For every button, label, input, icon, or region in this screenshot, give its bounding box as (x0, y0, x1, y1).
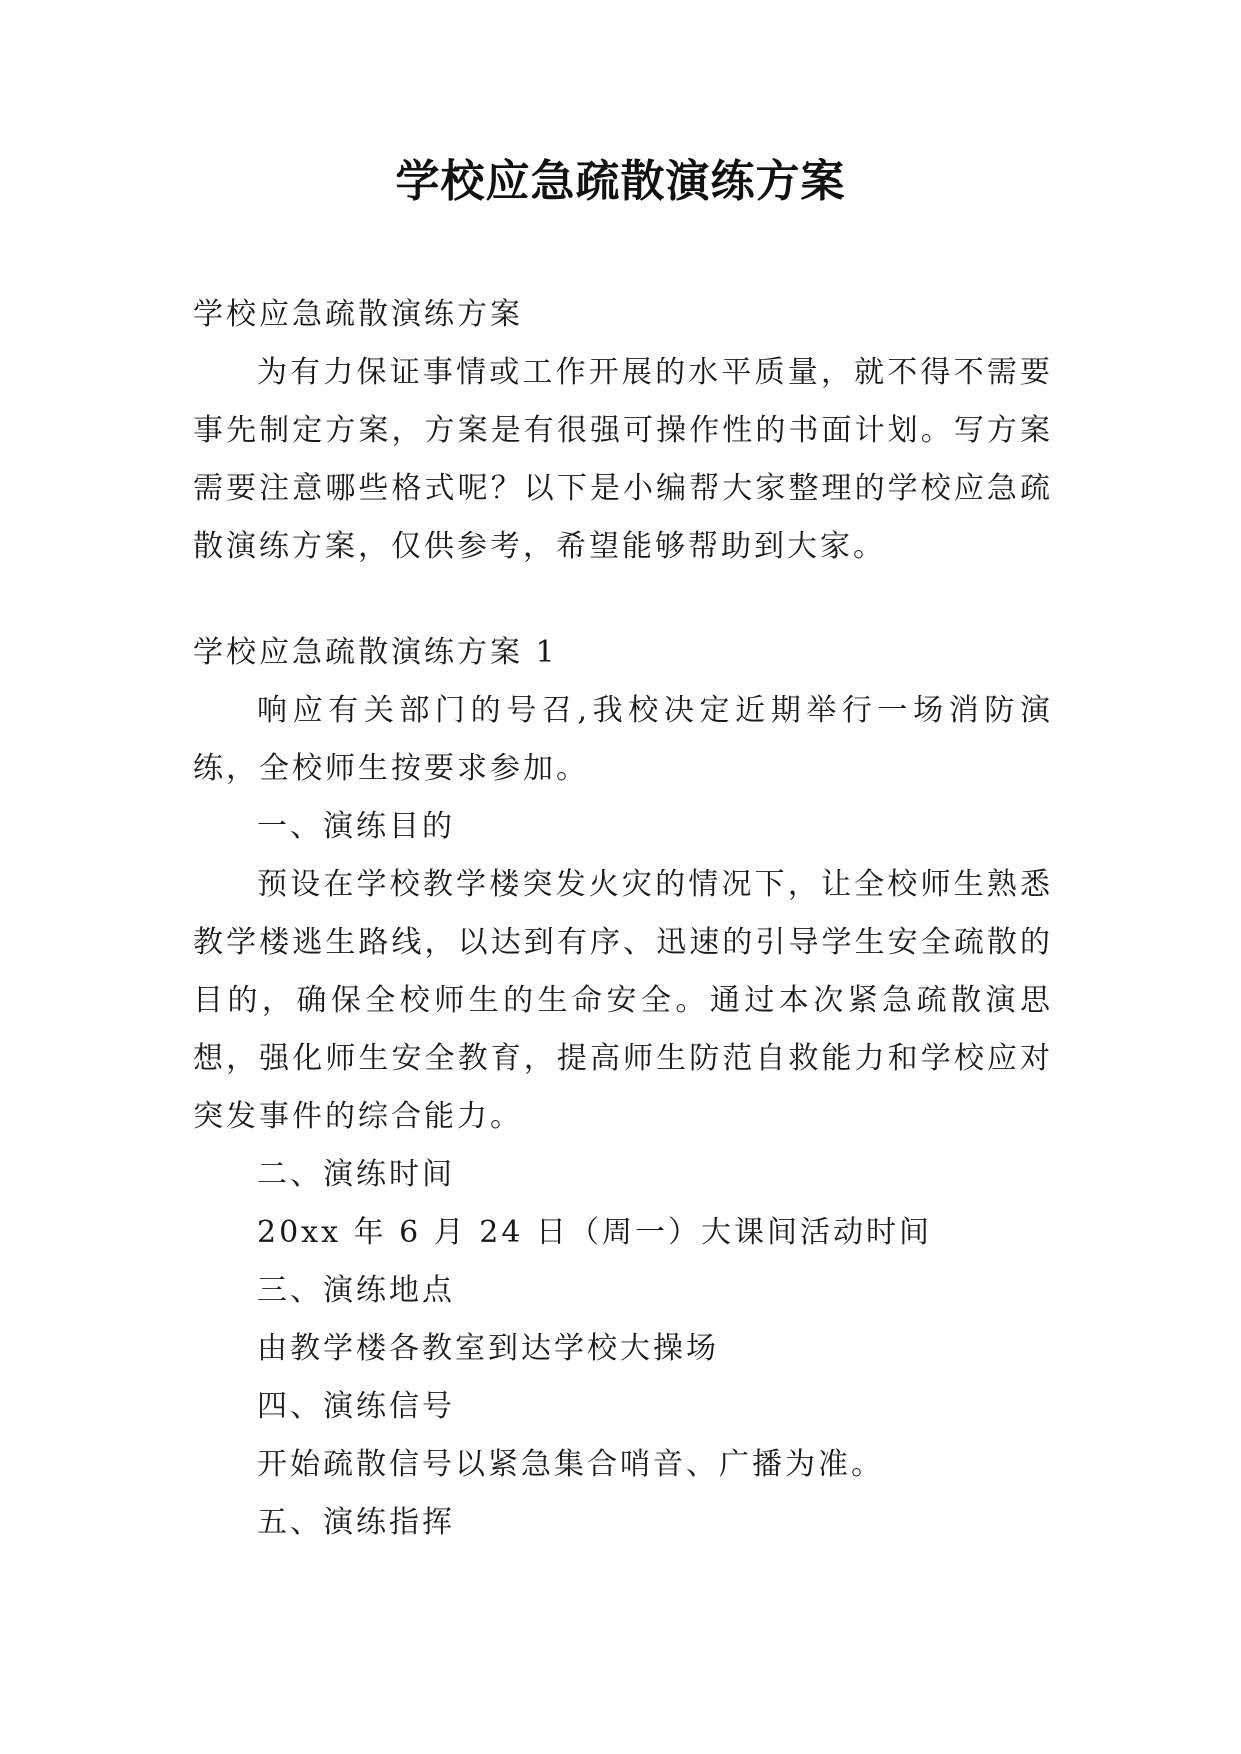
item-title-purpose: 一、演练目的 (257, 809, 455, 844)
item-text-time: 20xx 年 6 月 24 日（周一）大课间活动时间 (257, 1215, 932, 1250)
section-intro-paragraph: 响应有关部门的号召,我校决定近期举行一场消防演练，全校师生按要求参加。 (193, 693, 1053, 786)
item-text-signal: 开始疏散信号以紧急集合哨音、广播为准。 (257, 1447, 884, 1482)
item-title-signal: 四、演练信号 (257, 1389, 455, 1424)
item-text-location: 由教学楼各教室到达学校大操场 (257, 1331, 719, 1366)
intro-paragraph: 为有力保证事情或工作开展的水平质量，就不得不需要事先制定方案，方案是有很强可操作性的书面计划。写方案需要注意哪些格式呢？以下是小编帮大家整理的学校应急疏散演练方案，仅供参考，希望能够帮助到大家。 (193, 355, 1053, 564)
document-heading: 学校应急疏散演练方案 (193, 297, 523, 332)
document-body (193, 286, 1053, 1552)
document-title: 学校应急疏散演练方案 (395, 156, 846, 207)
item-title-time: 二、演练时间 (257, 1157, 455, 1192)
item-text-purpose: 预设在学校教学楼突发火灾的情况下，让全校师生熟悉教学楼逃生路线，以达到有序、迅速的引导学生安全疏散的目的，确保全校师生的生命安全。通过本次紧急疏散演思想，强化师生安全教育，提高师生防范自救能力和学校应对突发事件的综合能力。 (193, 867, 1053, 1134)
item-title-location: 三、演练地点 (257, 1273, 455, 1308)
item-title-command: 五、演练指挥 (257, 1505, 455, 1540)
section-heading-1: 学校应急疏散演练方案 1 (193, 635, 558, 670)
